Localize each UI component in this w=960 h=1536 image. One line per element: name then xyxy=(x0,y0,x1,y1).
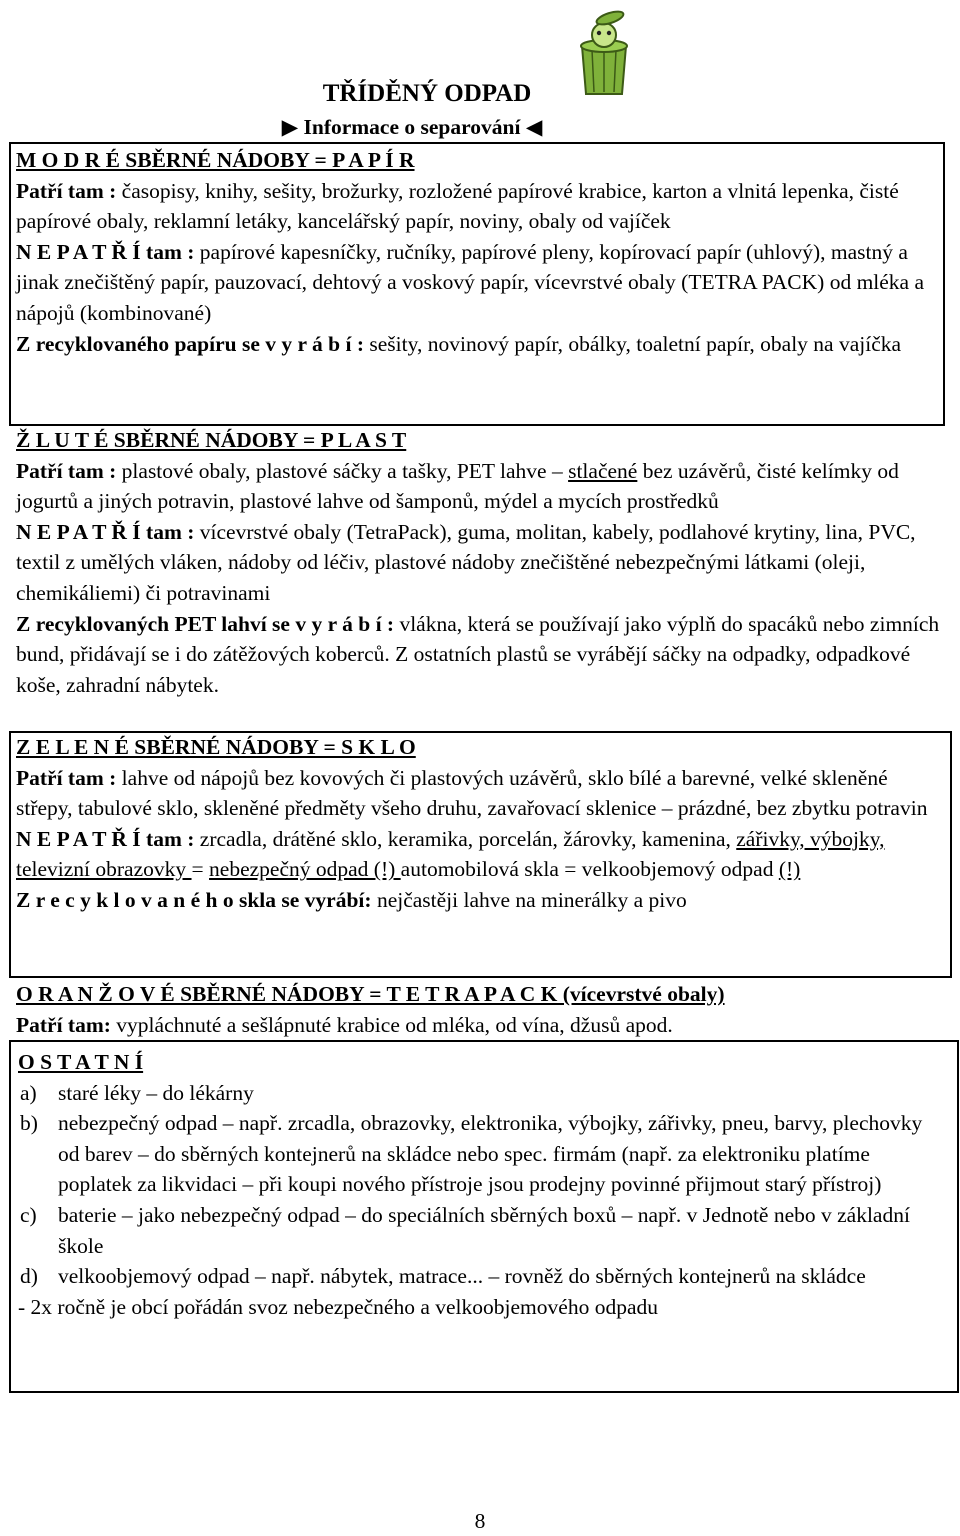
list-marker: d) xyxy=(20,1264,38,1289)
plastic-belongs-text-2: bez uzávěrů, čisté kelímky od jogurtů a jiných potravin, plastové lahve od šamponů, mýdel a mycích prostředků xyxy=(16,458,899,514)
glass-belongs-text: lahve od nápojů bez kovových či plastových uzávěrů, sklo bílé a barevné, velké skleněné střepy, tabulové sklo, skleněné předměty všeho druhu, zavařovací sklenice – prázdné, bez zbytku potravin xyxy=(16,765,928,821)
glass-not-text: zrcadla, drátěné sklo, keramika, porcelán, žárovky, kamenina, xyxy=(194,826,737,851)
plastic-not-text: vícevrstvé obaly (TetraPack), guma, molitan, kabely, podlahové krytiny, lina, PVC, textil z umělých vláken, nádoby od léčiv, plastové nádoby znečištěné nebezpečnými látkami (oleji, chemikáliemi) či potravinami xyxy=(16,519,916,605)
page-subtitle xyxy=(0,113,824,141)
list-item-text: velkoobjemový odpad – např. nábytek, matrace... – rovněž do sběrných kontejnerů na skládce xyxy=(58,1264,866,1289)
list-marker: b) xyxy=(20,1111,38,1136)
plastic-recycled-text: vlákna, která se používají jako výplň do spacáků nebo zimních bund, přidávají se i do zátěžových koberců. Z ostatních plastů se vyrábějí sáčky na odpadky, odpadkové koše, zahradní nábytek. xyxy=(16,611,940,697)
plastic-section xyxy=(16,425,946,700)
glass-belongs-label: Patří tam : xyxy=(16,765,117,790)
list-item xyxy=(18,1078,943,1109)
page-number: 8 xyxy=(474,1509,486,1533)
list-item xyxy=(18,1200,943,1261)
plastic-belongs-text: plastové obaly, plastové sáčky a tašky, PET lahve – xyxy=(116,458,569,483)
glass-not-label: N E P A T Ř Í tam : xyxy=(16,826,195,851)
list-item-text: nebezpečný odpad – např. zrcadla, obrazovky, elektronika, výbojky, zářivky, pneu, barvy, plechovky od barev – do sběrných kontejnerů na skládce nebo spec. firmám (např. za elektroniku platíme poplatek za likvidaci – při koupi nového přístroje jsou prodejny povinné přijmout starý přístroj) xyxy=(58,1111,923,1197)
paper-belongs-label: Patří tam : xyxy=(16,178,117,203)
plastic-belongs-label: Patří tam : xyxy=(16,458,117,483)
subtitle-text: Informace o separování xyxy=(303,115,521,139)
paper-recycled-label: Z recyklovaného papíru se v y r á b í : xyxy=(16,331,365,356)
list-marker: a) xyxy=(20,1080,37,1105)
list-item xyxy=(18,1261,943,1292)
page-title: TŘÍDĚNÝ ODPAD xyxy=(322,80,532,107)
glass-not-underlined-3: (!) xyxy=(778,857,801,882)
carton-heading: O R A N Ž O V É SBĚRNÉ NÁDOBY = T E T R A P A C K (vícevrstvé obaly) xyxy=(16,982,725,1006)
other-section xyxy=(18,1047,943,1322)
glass-not-belongs xyxy=(16,824,946,885)
trash-bin-icon xyxy=(572,10,636,98)
list-item-text: baterie – jako nebezpečný odpad – do speciálních sběrných boxů – např. v Jednotě nebo v základní škole xyxy=(58,1202,910,1258)
paper-not-label: N E P A T Ř Í tam : xyxy=(16,239,195,264)
glass-not-underlined-1: zářivky, výbojky, televizní obrazovky xyxy=(16,826,885,882)
arrow-right-icon: ▶ xyxy=(281,115,299,139)
paper-heading: M O D R É SBĚRNÉ NÁDOBY = P A P Í R xyxy=(16,148,415,172)
carton-belongs-text: vypláchnuté a sešlápnuté krabice od mléka, od vína, džusů apod. xyxy=(110,1012,673,1037)
glass-not-underlined-2: nebezpečný odpad (!) xyxy=(209,857,401,882)
glass-belongs xyxy=(16,763,946,824)
paper-recycled-text: sešity, novinový papír, obálky, toaletní papír, obaly na vajíčka xyxy=(364,331,902,356)
plastic-recycled xyxy=(16,609,946,701)
plastic-recycled-label: Z recyklovaných PET lahví se v y r á b í : xyxy=(16,611,395,636)
list-item-text: staré léky – do lékárny xyxy=(58,1080,254,1105)
plastic-belongs xyxy=(16,456,946,517)
carton-belongs xyxy=(16,1010,946,1041)
carton-section xyxy=(16,979,946,1040)
carton-belongs-label: Patří tam: xyxy=(16,1012,111,1037)
glass-recycled-label: Z r e c y k l o v a n é h o skla se vyrábí: xyxy=(16,887,372,912)
other-heading: O S T A T N Í xyxy=(18,1050,144,1074)
list-item xyxy=(18,1108,943,1200)
plastic-belongs-underlined: stlačené xyxy=(568,458,638,483)
plastic-heading: Ž L U T É SBĚRNÉ NÁDOBY = P L A S T xyxy=(16,428,407,452)
arrow-left-icon: ◀ xyxy=(525,115,543,139)
other-note: - 2x ročně je obcí pořádán svoz nebezpečného a velkoobjemového odpadu xyxy=(18,1294,658,1319)
other-list xyxy=(18,1078,943,1292)
glass-recycled-text: nejčastěji lahve na minerálky a pivo xyxy=(371,887,687,912)
glass-not-text-2: = xyxy=(191,857,210,882)
glass-recycled xyxy=(16,885,946,916)
paper-recycled xyxy=(16,329,946,360)
glass-not-text-3: automobilová skla = velkoobjemový odpad xyxy=(400,857,779,882)
paper-belongs-text: časopisy, knihy, sešity, brožurky, rozložené papírové krabice, karton a vlnitá lepenka, čisté papírové obaly, reklamní letáky, kancelářský papír, noviny, obaly od vajíček xyxy=(16,178,899,234)
plastic-not-label: N E P A T Ř Í tam : xyxy=(16,519,195,544)
plastic-not-belongs xyxy=(16,517,946,609)
paper-section xyxy=(16,145,946,359)
list-marker: c) xyxy=(20,1202,37,1227)
paper-belongs xyxy=(16,176,946,237)
paper-not-text: papírové kapesníčky, ručníky, papírové pleny, kopírovací papír (uhlový), mastný a jinak znečištěný papír, pauzovací, dehtový a voskový papír, vícevrstvé obaly (TETRA PACK) od mléka a nápojů (kombinované) xyxy=(16,239,925,325)
paper-not-belongs xyxy=(16,237,946,329)
glass-heading: Z E L E N É SBĚRNÉ NÁDOBY = S K L O xyxy=(16,735,416,759)
glass-section xyxy=(16,732,946,916)
